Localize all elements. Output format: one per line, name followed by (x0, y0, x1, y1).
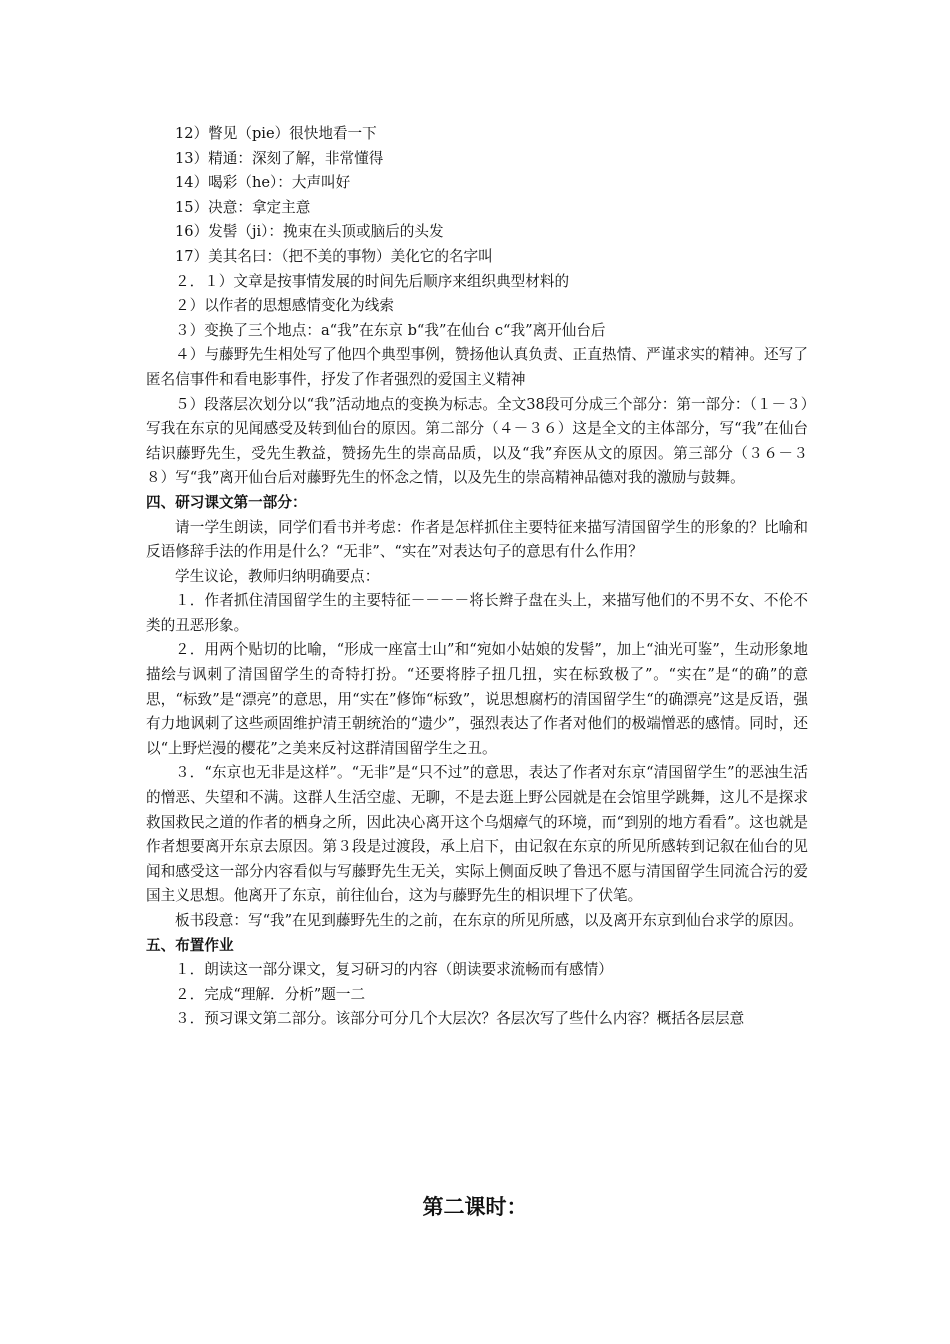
section-4-heading: 四、研习课文第一部分： (146, 493, 307, 511)
structure-item-1: ２．１）文章是按事情发展的时间先后顺序来组织典型材料的 (175, 272, 570, 290)
vocab-item-15: 15）决意：拿定主意 (175, 198, 311, 216)
structure-item-3: ３）变换了三个地点：a“我”在东京 b“我”在仙台 c“我”离开仙台后 (175, 321, 606, 339)
homework-item-2: ２．完成“理解．分析”题一二 (175, 985, 366, 1003)
vocab-item-13: 13）精通：深刻了解，非常懂得 (175, 149, 384, 167)
section-4-point-3: ３．“东京也无非是这样”。“无非”是“只不过”的意思，表达了作者对东京“清国留学生”的恶浊生活的憎恶、失望和不满。这群人生活空虚、无聊，不是去逛上野公园就是在会馆里学跳舞，这儿不是探求救国救民之道的作者的栖身之所，因此决心离开这个乌烟瘴气的环境，而“到别的地方看看”。这也就是作者想要离开东京去原因。第３段是过渡段，承上启下，由记叙在东京的所见所感转到记叙在仙台的见闻和感受这一部分内容看似与写藤野先生无关，实际上侧面反映了鲁迅不愿与清国留学生同流合污的爱国主义思想。他离开了东京，前往仙台，这为与藤野先生的相识埋下了伏笔。 (146, 764, 808, 905)
vocab-item-14: 14）喝彩（he）：大声叫好 (175, 174, 351, 192)
homework-item-3: ３．预习课文第二部分。该部分可分几个大层次？各层次写了些什么内容？概括各层层意 (175, 1010, 745, 1028)
structure-item-4: ４）与藤野先生相处写了他四个典型事例，赞扬他认真负责、正直热情、严谨求实的精神。还写了匿名信事件和看电影事件，抒发了作者强烈的爱国主义精神 (146, 346, 808, 388)
vocab-item-17: 17）美其名曰：（把不美的事物）美化它的名字叫 (175, 247, 493, 265)
section-4-board: 板书段意：写“我”在见到藤野先生的之前，在东京的所见所感，以及离开东京到仙台求学的原因。 (175, 912, 803, 929)
section-4-point-2: ２．用两个贴切的比喻，“形成一座富士山”和“宛如小姑娘的发髻”，加上“油光可鉴”，生动形象地描绘与讽刺了清国留学生的奇特打扮。“还要将脖子扭几扭，实在标致极了”。“实在”是“的确”的意思，“标致”是“漂亮”的意思，用“实在”修饰“标致”，说思想腐朽的清国留学生“的确漂亮”这是反语，强有力地讽刺了这些顽固维护清王朝统治的“遗少”，强烈表达了作者对他们的极端憎恶的感情。同时，还以“上野烂漫的樱花”之美来反衬这群清国留学生之丑。 (146, 641, 808, 757)
section-5-heading: 五、布置作业 (146, 936, 234, 954)
next-lesson-title: 第二课时： (422, 1195, 528, 1219)
document-body (146, 122, 808, 1032)
section-4-discuss: 学生议论，教师归纳明确要点： (175, 567, 380, 585)
structure-item-5: ５）段落层次划分以“我”活动地点的变换为标志。全文38段可分成三个部分：第一部分：（１－３）写我在东京的见闻感受及转到仙台的原因。第二部分（４－３６）这是全文的主体部分，写“我”在仙台结识藤野先生，受先生教益，赞扬先生的崇高品质，以及“我”弃医从文的原因。第三部分（３６－３８）写“我”离开仙台后对藤野先生的怀念之情，以及先生的崇高精神品德对我的激励与鼓舞。 (146, 395, 808, 487)
vocab-item-16: 16）发髻（ji）：挽束在头顶或脑后的头发 (175, 223, 444, 241)
section-4-point-1: １．作者抓住清国留学生的主要特征－－－－将长辫子盘在头上，来描写他们的不男不女、不伦不类的丑恶形象。 (146, 592, 808, 634)
structure-item-2: ２）以作者的思想感情变化为线索 (175, 297, 394, 315)
section-4-intro: 请一学生朗读，同学们看书并考虑：作者是怎样抓住主要特征来描写清国留学生的形象的？比喻和反语修辞手法的作用是什么？“无非”、“实在”对表达句子的意思有什么作用？ (146, 518, 808, 561)
vocab-item-12: 12）瞥见（pie）很快地看一下 (175, 125, 377, 142)
homework-item-1: １．朗读这一部分课文，复习研习的内容（朗读要求流畅而有感情） (175, 961, 613, 979)
